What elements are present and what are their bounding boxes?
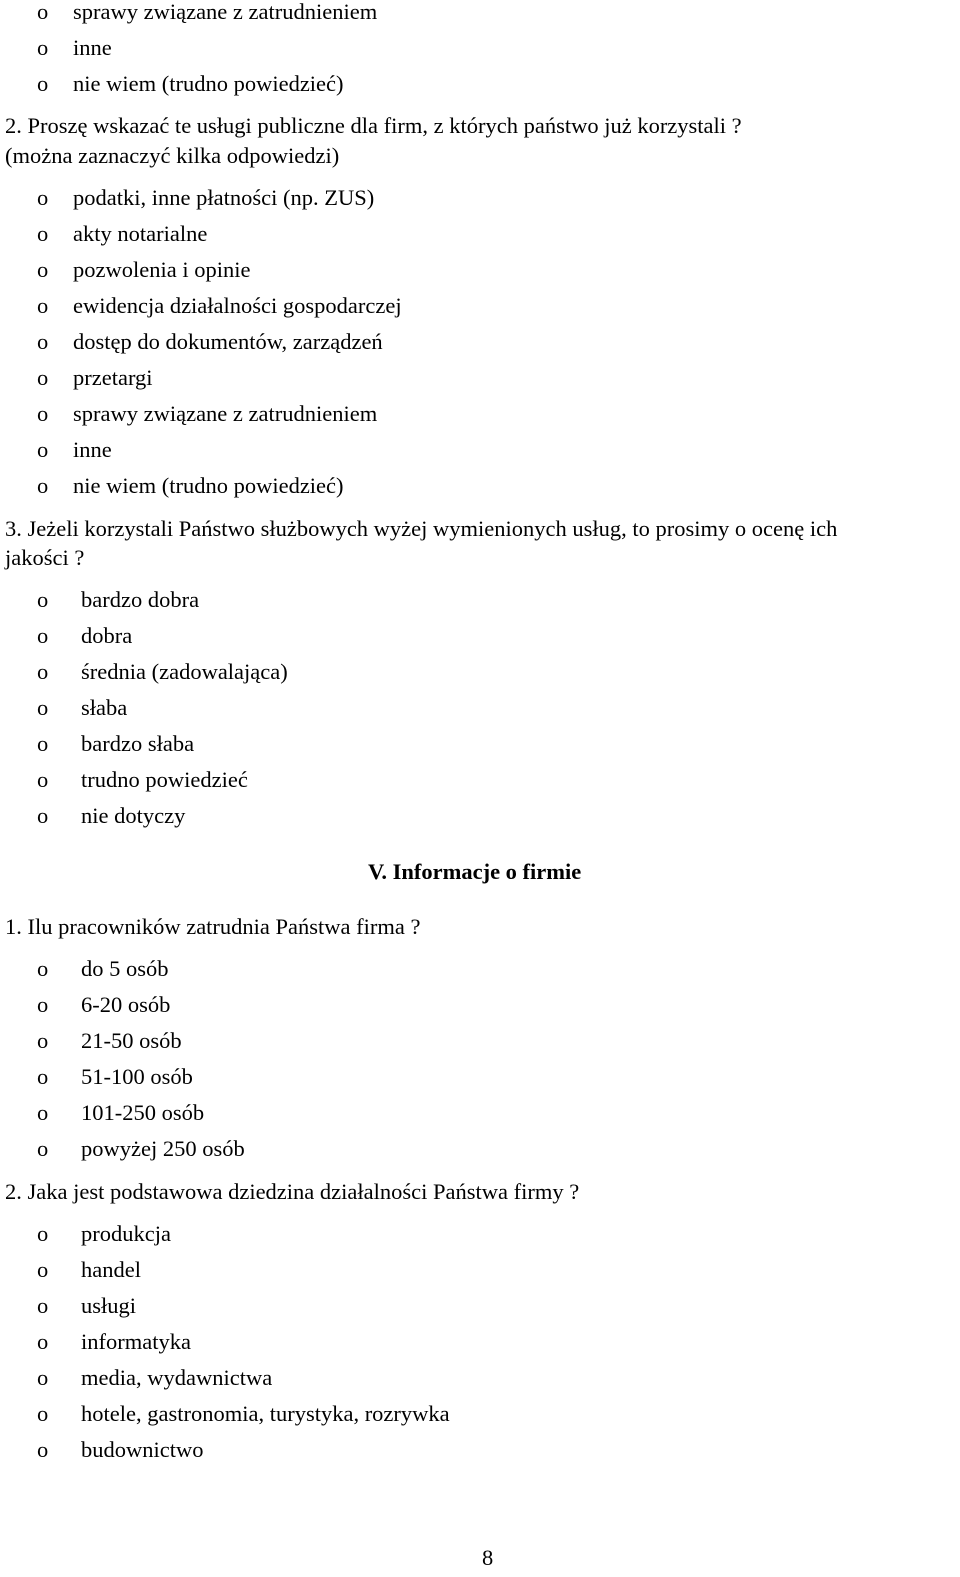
list-bullet: o <box>37 767 49 792</box>
list-bullet: o <box>37 221 49 246</box>
option-label: średnia (zadowalająca) <box>81 659 288 684</box>
list-bullet: o <box>37 437 49 462</box>
list-bullet: o <box>37 1293 49 1318</box>
option-label: bardzo dobra <box>81 587 200 612</box>
option-label: informatyka <box>81 1329 191 1354</box>
list-bullet: o <box>37 956 49 981</box>
list-bullet: o <box>37 1329 49 1354</box>
list-bullet: o <box>37 587 49 612</box>
option-label: przetargi <box>73 365 153 390</box>
section-heading: V. Informacje o firmie <box>368 859 582 884</box>
list-bullet: o <box>37 71 49 96</box>
question-industry-text: 2. Jaka jest podstawowa dziedzina działalności Państwa firmy ? <box>5 1179 580 1204</box>
list-bullet: o <box>37 1100 49 1125</box>
list-bullet: o <box>37 695 49 720</box>
list-bullet: o <box>37 0 49 24</box>
option-label: akty notarialne <box>73 221 208 246</box>
list-bullet: o <box>37 473 49 498</box>
option-label: słaba <box>81 695 128 720</box>
option-label: dobra <box>81 623 133 648</box>
option-label: ewidencja działalności gospodarczej <box>73 293 402 318</box>
list-bullet: o <box>37 185 49 210</box>
option-label: usługi <box>81 1293 137 1318</box>
option-label: media, wydawnictwa <box>81 1365 273 1390</box>
list-bullet: o <box>37 1437 49 1462</box>
list-bullet: o <box>37 1401 49 1426</box>
list-bullet: o <box>37 1064 49 1089</box>
option-label: pozwolenia i opinie <box>73 257 251 282</box>
option-label: handel <box>81 1257 141 1282</box>
list-bullet: o <box>37 365 49 390</box>
option-label: 6-20 osób <box>81 992 171 1017</box>
list-bullet: o <box>37 803 49 828</box>
option-label: 21-50 osób <box>81 1028 182 1053</box>
list-bullet: o <box>37 35 49 60</box>
option-label: dostęp do dokumentów, zarządzeń <box>73 329 383 354</box>
list-bullet: o <box>37 293 49 318</box>
option-label: 51-100 osób <box>81 1064 193 1089</box>
option-label: inne <box>73 35 112 60</box>
option-label: trudno powiedzieć <box>81 767 248 792</box>
option-label: bardzo słaba <box>81 731 195 756</box>
list-bullet: o <box>37 401 49 426</box>
list-bullet: o <box>37 1221 49 1246</box>
option-label: produkcja <box>81 1221 171 1246</box>
list-bullet: o <box>37 1136 49 1161</box>
list-bullet: o <box>37 623 49 648</box>
list-bullet: o <box>37 992 49 1017</box>
question-3-text-cont: jakości ? <box>5 545 85 570</box>
list-bullet: o <box>37 1028 49 1053</box>
option-label: powyżej 250 osób <box>81 1136 245 1161</box>
question-2-text: 2. Proszę wskazać te usługi publiczne dla firm, z których państwo już korzystali ? <box>5 113 742 138</box>
list-bullet: o <box>37 1365 49 1390</box>
option-label: do 5 osób <box>81 956 169 981</box>
list-bullet: o <box>37 731 49 756</box>
option-label: 101-250 osób <box>81 1100 205 1125</box>
option-label: sprawy związane z zatrudnieniem <box>73 401 378 426</box>
list-bullet: o <box>37 659 49 684</box>
option-label: hotele, gastronomia, turystyka, rozrywka <box>81 1401 450 1426</box>
option-label: nie dotyczy <box>81 803 186 828</box>
page-number: 8 <box>482 1545 494 1570</box>
list-bullet: o <box>37 329 49 354</box>
option-label: budownictwo <box>81 1437 204 1462</box>
list-bullet: o <box>37 1257 49 1282</box>
option-label: sprawy związane z zatrudnieniem <box>73 0 378 24</box>
list-bullet: o <box>37 257 49 282</box>
question-employees-text: 1. Ilu pracowników zatrudnia Państwa firma ? <box>5 914 421 939</box>
option-label: inne <box>73 437 112 462</box>
question-2-note: (można zaznaczyć kilka odpowiedzi) <box>5 143 340 168</box>
option-label: podatki, inne płatności (np. ZUS) <box>73 185 375 210</box>
option-label: nie wiem (trudno powiedzieć) <box>73 473 344 498</box>
option-label: nie wiem (trudno powiedzieć) <box>73 71 344 96</box>
question-3-text: 3. Jeżeli korzystali Państwo służbowych wyżej wymienionych usług, to prosimy o ocenę ich <box>5 516 838 541</box>
